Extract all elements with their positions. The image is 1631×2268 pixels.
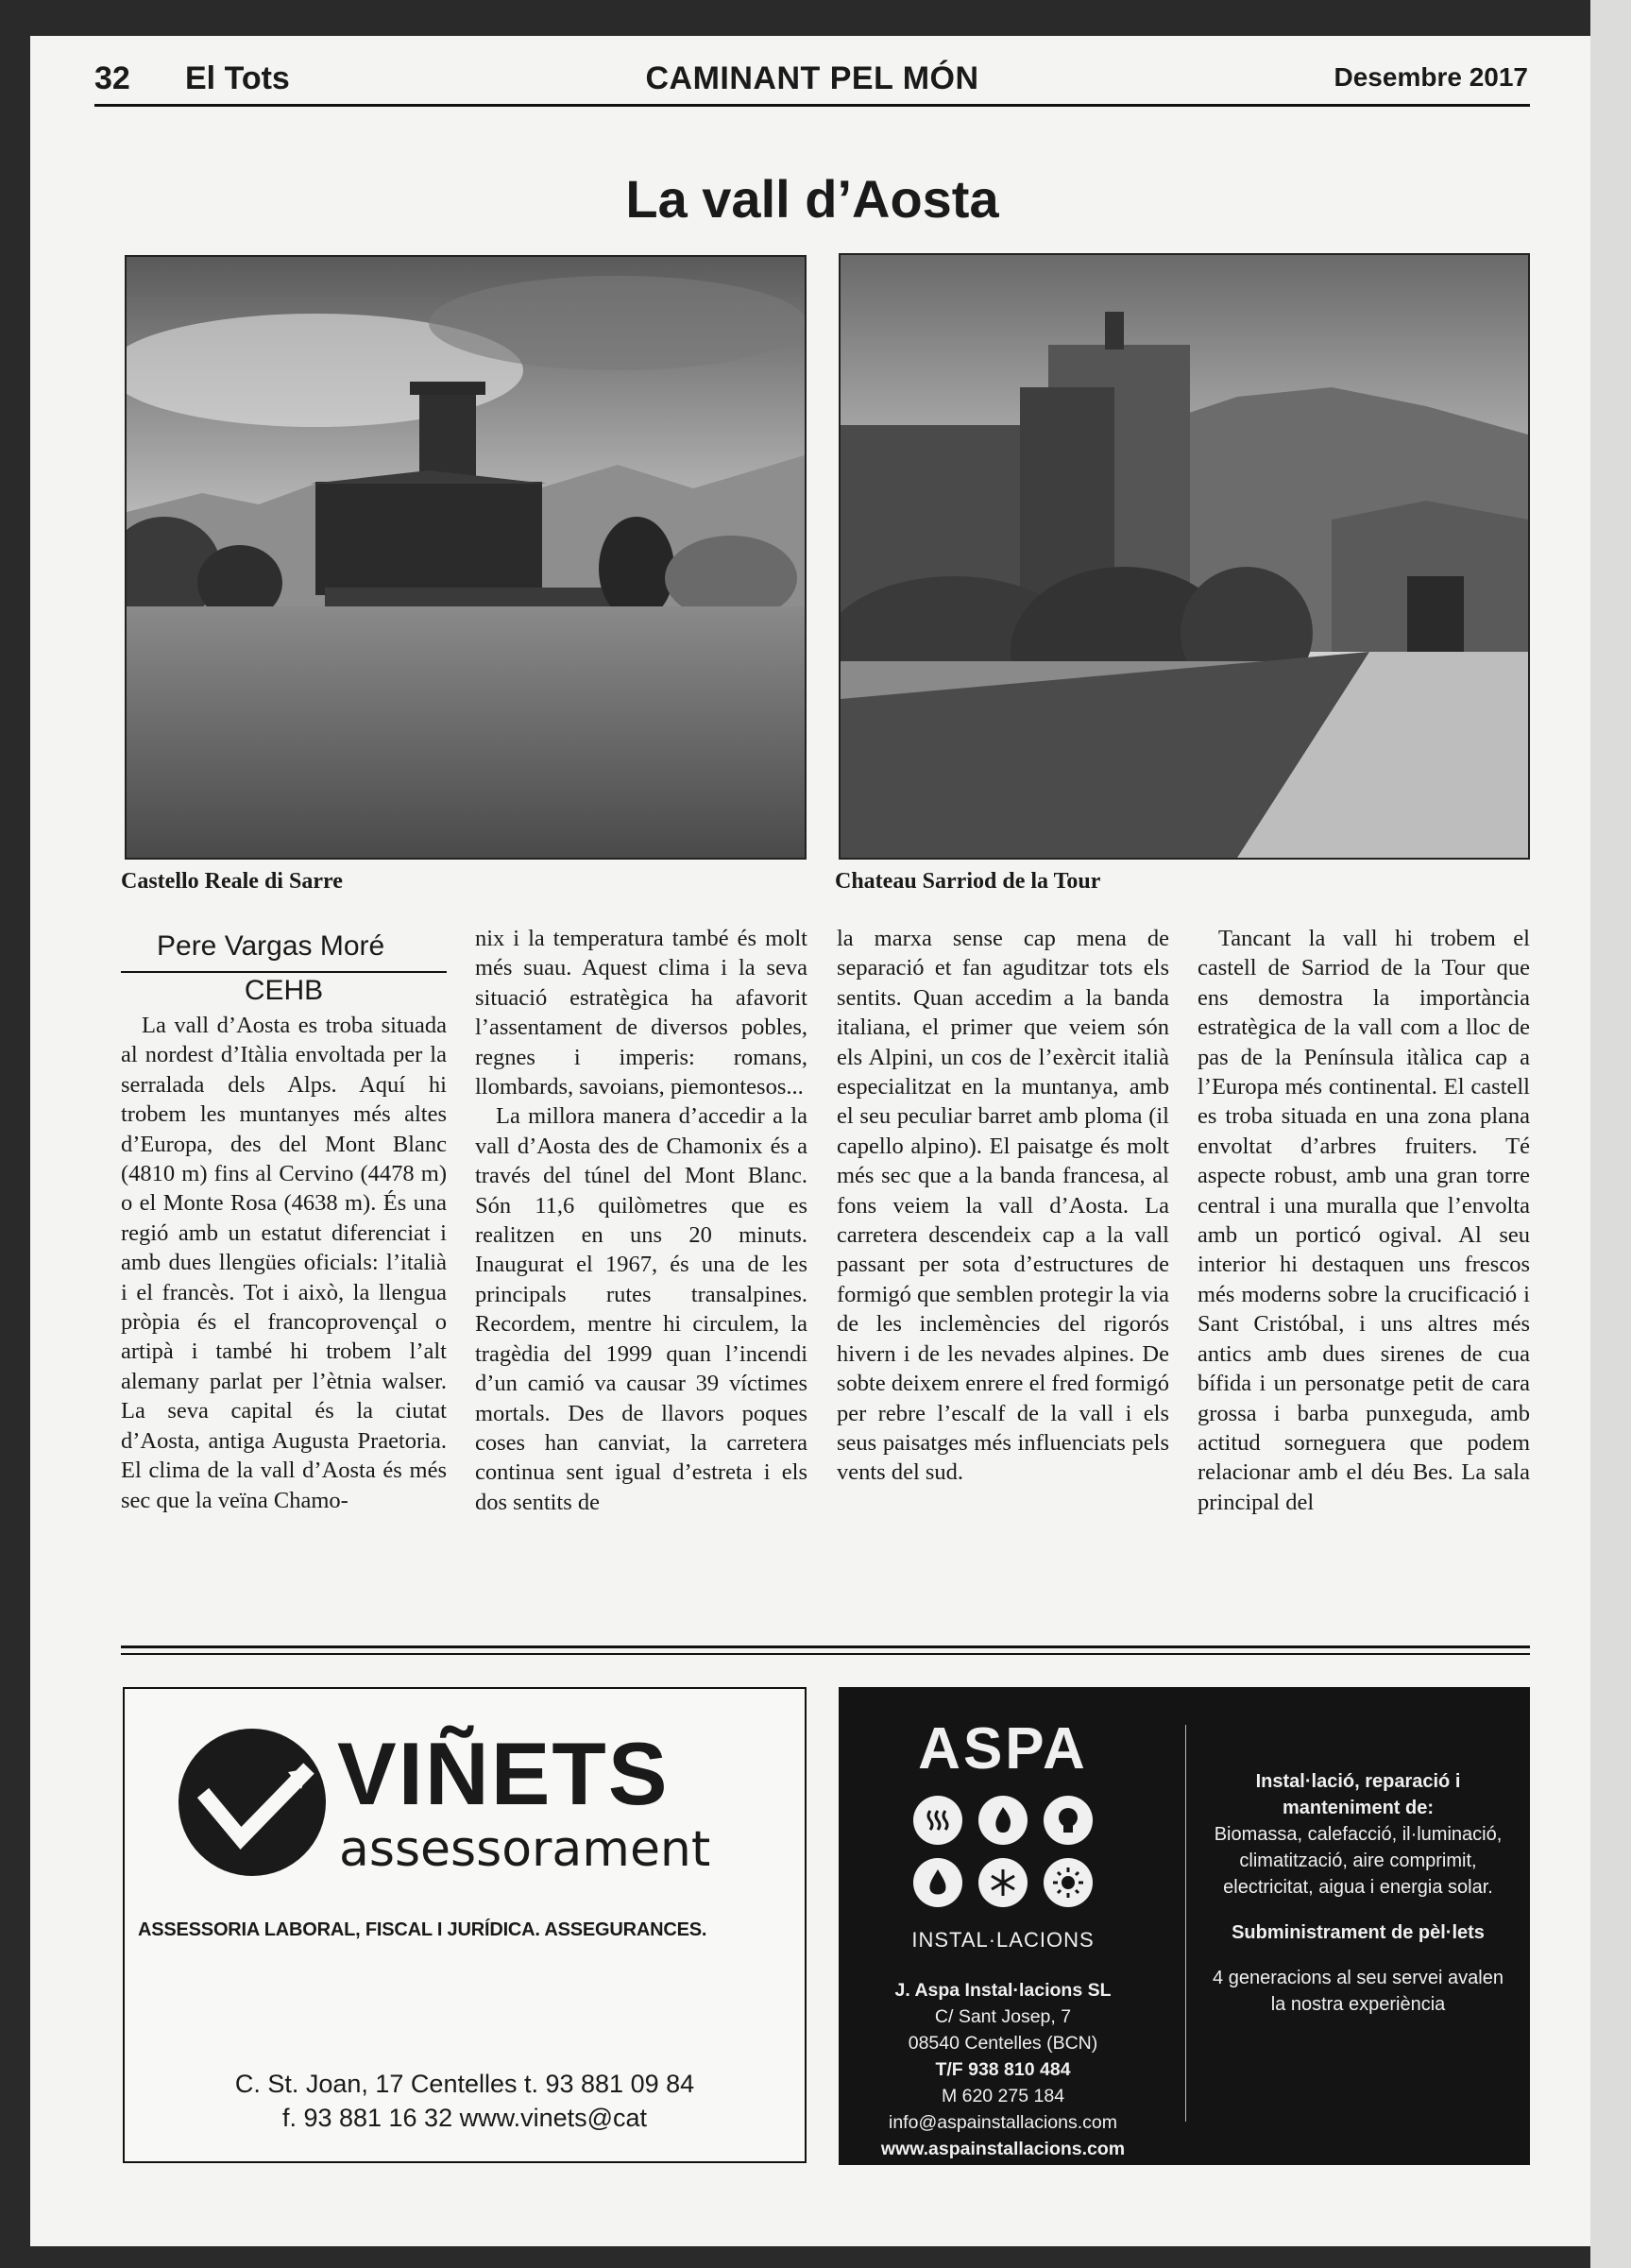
aspa-services — [1207, 1768, 1509, 2018]
bulb-icon — [1044, 1796, 1093, 1845]
page-header — [94, 57, 1530, 107]
aspa-experience: 4 generacions al seu servei avalen la nostra experiència — [1213, 1968, 1504, 2015]
article-column-3 — [837, 924, 1169, 1488]
aspa-services-text: Biomassa, calefacció, il·luminació, climatització, aire comprimit, electricitat, aigua i energia solar. — [1214, 1824, 1503, 1898]
issue-date: Desembre 2017 — [1334, 62, 1528, 92]
paragraph: La millora manera d’accedir a la vall d’Aosta des de Chamonix és a través del túnel del Mont Blanc. Són 11,6 quilòmetres que es realitzen en uns 20 minuts. Inaugurat el 1967, és una de les principals rutes transalpines. Recordem, mentre hi circulem, la tragèdia del 1999 quan l’incendi d’un camió va causar 39 víctimes mortals. Des de llavors poques coses han canviat, la carretera continua sent igual d’estreta i els dos sentits de — [475, 1103, 807, 1515]
vinets-brand: VIÑETS — [337, 1724, 670, 1823]
snowflake-icon — [978, 1858, 1028, 1907]
aspa-city: 08540 Centelles (BCN) — [908, 2033, 1098, 2054]
sun-icon — [1044, 1858, 1093, 1907]
flame-icon — [978, 1796, 1028, 1845]
aspa-phone: T/F 938 810 484 — [935, 2059, 1071, 2080]
heat-icon — [913, 1796, 962, 1845]
aspa-web: www.aspainstallacions.com — [880, 2139, 1126, 2159]
article-column-2 — [475, 924, 807, 1517]
aspa-logo: ASPA — [918, 1716, 1088, 1782]
section-divider — [121, 1646, 1530, 1648]
author-divider — [121, 971, 447, 973]
aspa-tag: INSTAL·LACIONS — [911, 1928, 1095, 1952]
water-drop-icon — [913, 1858, 962, 1907]
author-name: Pere Vargas Moré — [157, 930, 385, 962]
photo1-caption: Castello Reale di Sarre — [121, 869, 343, 894]
ad-vinets — [123, 1687, 807, 2163]
vinets-address — [125, 2067, 805, 2135]
paragraph: La vall d’Aosta es troba situada al nordest d’Itàlia envoltada per la serralada dels Alps. Aquí hi trobem les muntanyes més altes d’Europa, des del Mont Blanc (4810 m) fins al Cervino (4478 m) o el Monte Rosa (4638 m). És una regió amb un estatut diferenciat i amb dues llengües oficials: l’italià i el francès. Tot i això, la llengua pròpia és el francoprovençal o artipà i també hi trobem l’alt alemany parlat per l’ètnia walser. La seva capital és la ciutat d’Aosta, antiga Augusta Praetoria. El clima de la vall d’Aosta és més sec que la veïna Chamo- — [121, 1013, 447, 1513]
next-page-edge — [1590, 0, 1631, 2268]
aspa-branding — [839, 1687, 1167, 2162]
aspa-services-title: Instal·lació, reparació i manteniment de: — [1255, 1771, 1461, 1818]
aspa-divider — [1185, 1725, 1186, 2122]
paragraph: la marxa sense cap mena de separació et fan aguditzar tots els sentits. Quan accedim a la banda italiana, el primer que veiem són els Alpini, un cos de l’exèrcit italià especialitzat en la muntanya, amb el seu peculiar barret amb ploma (il capello alpino). El paisatge és molt més sec que a la banda francesa, al fons veiem la vall d’Aosta. La carretera descendeix cap a la vall passant per sota d’estructures de formigó que semblen protegir la via de les inclemències del rigorós hivern i de les nevades alpines. De sobte deixem enrere el fred formigó per rebre l’escalf de la vall i els seus paisatges més influenciats pels vents del sud. — [837, 926, 1169, 1486]
publication-name: El Tots — [185, 60, 290, 96]
section-title: CAMINANT PEL MÓN — [645, 60, 979, 96]
article-column-4 — [1198, 924, 1530, 1517]
article-title: La vall d’Aosta — [625, 169, 999, 229]
aspa-contact — [839, 1977, 1167, 2162]
aspa-company: J. Aspa Instal·lacions SL — [894, 1980, 1112, 2001]
vinets-checkmark-icon — [177, 1727, 328, 1878]
photo-chateau-sarriod — [839, 253, 1530, 860]
photo-castello-reale — [125, 255, 807, 860]
vinets-address-line: C. St. Joan, 17 Centelles t. 93 881 09 84 — [234, 2070, 695, 2098]
vinets-address-line: f. 93 881 16 32 www.vinets@cat — [281, 2104, 648, 2132]
aspa-service-icons — [913, 1796, 1093, 1920]
section-divider-thin — [121, 1653, 1530, 1655]
aspa-supply-title: Subministrament de pèl·lets — [1232, 1922, 1485, 1943]
vinets-services: ASSESSORIA LABORAL, FISCAL I JURÍDICA. ASSEGURANCES. — [138, 1919, 707, 1940]
author-organization: CEHB — [244, 975, 324, 1006]
aspa-mobile: M 620 275 184 — [941, 2086, 1065, 2106]
paragraph: nix i la temperatura també és molt més suau. Aquest clima i la seva situació estratègica ha afavorit l’assentament de diversos pobles, regnes i imperis: romans, llombards, savoians, piemontesos... — [475, 926, 807, 1100]
aspa-street: C/ Sant Josep, 7 — [934, 2006, 1072, 2027]
vinets-tagline: assessorament — [339, 1821, 711, 1878]
photo2-caption: Chateau Sarriod de la Tour — [835, 869, 1101, 894]
ad-aspa — [839, 1687, 1530, 2165]
article-column-1 — [121, 928, 447, 1515]
aspa-email: info@aspainstallacions.com — [889, 2112, 1117, 2133]
paragraph: Tancant la vall hi trobem el castell de Sarriod de la Tour que ens demostra la importància estratègica de la vall com a lloc de pas de la Península itàlica cap a l’Europa més continental. El castell es troba situada en una zona plana envoltat d’arbres fruiters. Té aspecte robust, amb una gran torre central i una muralla que l’envolta amb un porticó ogival. Al seu interior hi destaquen uns frescos més moderns sobre la crucificació i Sant Cristóbal, i uns altres més antics amb dues sirenes de cua bífida i un personatge petit de cara grossa i barba punxeguda, amb actitud sorneguera que podem relacionar amb el déu Bes. La sala principal del — [1198, 926, 1530, 1515]
page-number: 32 — [94, 60, 130, 96]
